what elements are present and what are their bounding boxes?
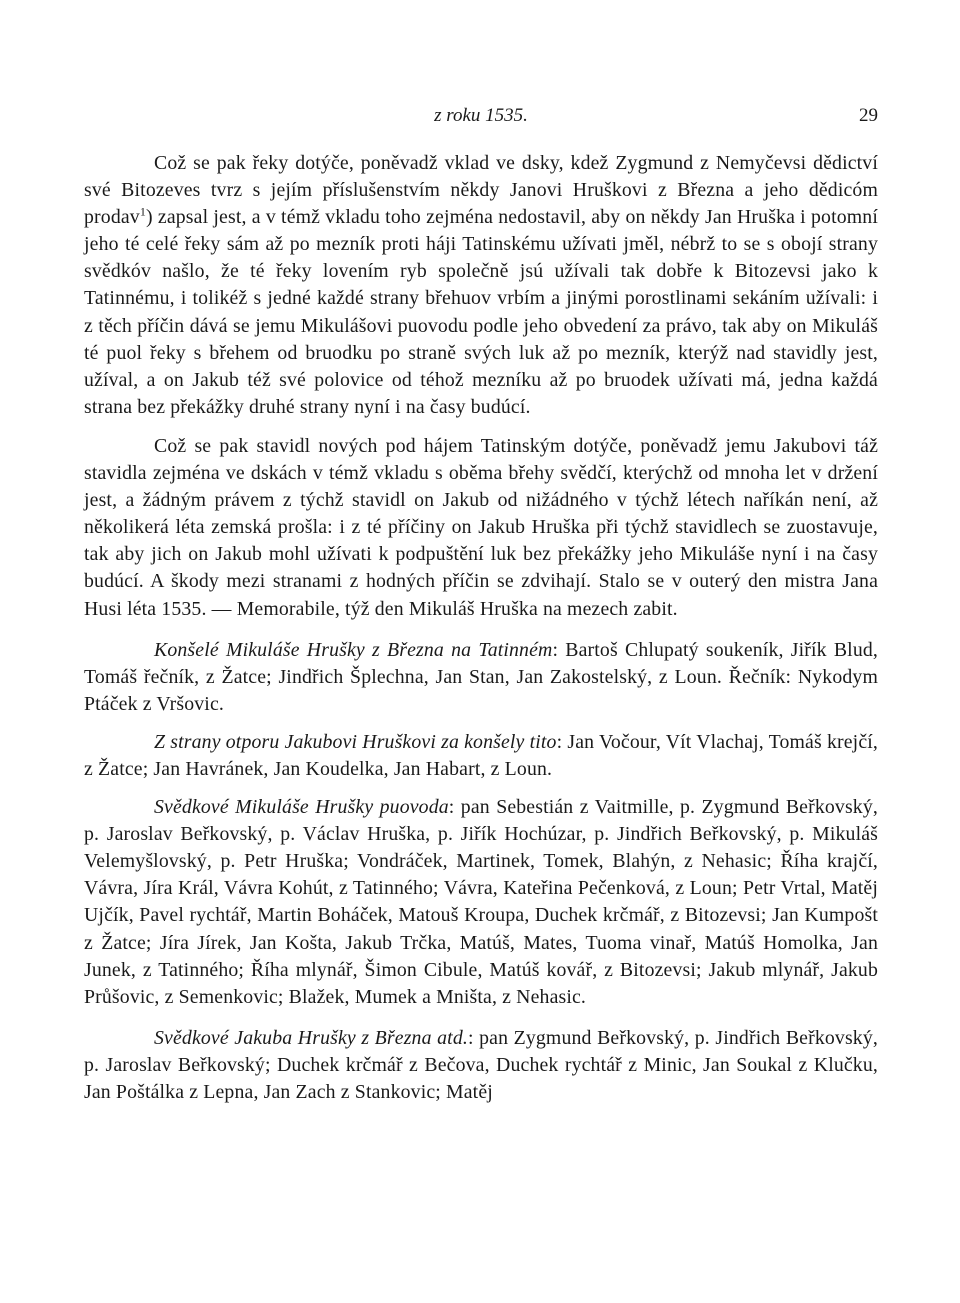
- page-number: 29: [859, 105, 878, 126]
- paragraph-councillors-plaintiff: [84, 637, 878, 718]
- paragraph-text: ) zapsal jest, a v témž vkladu toho zejména nedostavil, aby on někdy Jan Hruška i potomní jeho té celé řeky sám až po mezník proti háji Tatinskému užívati jměl, nébrž to se s obojí strany svědkóv našlo, že té řeky lovením ryb společně jsú užívali tak dobře k Bitozevsi jako k Tatinnému, i tolikéž s jedné každé strany břehuov vrbím a jinými porostlinami sekáním užívali: i z těch příčin dává se jemu Mikulášovi puovodu podle jeho obvedení za právo, tak aby on Mikuláš té puol řeky s břehem od bruodku po straně svých luk až po mezník, kterýž nad stavidly jest, užíval, a on Jakub též své polovice od téhož mezníku až po bruodek užívati má, jedna každá strana bez překážky druhé strany nyní i na časy budúcí.: [84, 206, 878, 418]
- paragraph-weirs: Což se pak stavidl nových pod hájem Tatinským dotýče, poněvadž jemu Jakubovi táž stavidla zejména ve dskách v témž vkladu s oběma břehy svědčí, kterýchž od mnoha let v držení jest, a žádným právem z týchž stavidl on Jakub od nižádného v týchž létech naříkán není, až několikerá léta zemská prošla: i z té příčiny on Jakub Hruška při týchž stavidlech se zuostavuje, tak aby jich on Jakub mohl užívati k podpuštění luk bez překážky jeho Mikuláše nyní i na časy budúcí. A škody mezi stranami z hodných příčin se zdvihají. Stalo se v outerý den mistra Jana Husi léta 1535. — Memorabile, týž den Mikuláš Hruška na mezech zabit.: [84, 434, 878, 620]
- section-heading: Konšelé Mikuláše Hrušky z Března na Tatinném: [154, 638, 553, 661]
- paragraph-river: [84, 150, 878, 421]
- text-body: [84, 150, 878, 1120]
- paragraph-councillors-defendant: [84, 729, 878, 783]
- paragraph-text: Což se pak řeky dotýče, poněvadž vklad ve dsky, kdež Zygmund z Nemyčevsi dědictví své Bitozeves tvrz s jejím příslušenstvím někdy Janovi Hruškovi z Března a jeho dědicóm prodav: [84, 152, 878, 229]
- section-heading: Z strany otporu Jakubovi Hruškovi za konšely tito: [154, 730, 557, 753]
- section-heading: Svědkové Jakuba Hrušky z Března atd.: [154, 1026, 468, 1049]
- paragraph-witnesses-defendant: [84, 1025, 878, 1106]
- paragraph-text: : pan Zygmund Beřkovský, p. Jindřich Beřkovský, p. Jaroslav Beřkovský; Duchek krčmář z Bečova, Duchek rychtář z Minic, Jan Soukal z Klučku, Jan Poštálka z Lepna, Jan Zach z Stankovic; Matěj: [84, 1026, 878, 1103]
- running-head: [84, 102, 878, 130]
- section-heading: Svědkové Mikuláše Hrušky puovoda: [154, 796, 449, 819]
- paragraph-text: : Jan Vočour, Vít Vlachaj, Tomáš krejčí, z Žatce; Jan Havránek, Jan Koudelka, Jan Habart, z Loun.: [84, 730, 878, 780]
- running-title: z roku 1535.: [434, 105, 528, 126]
- paragraph-text: : pan Sebestián z Vaitmille, p. Zygmund Beřkovský, p. Jaroslav Beřkovský, p. Václav Hruška, p. Jiřík Hochúzar, p. Jindřich Beřkovský, p. Mikuláš Velemyšlovský, p. Petr Hruška; Vondráček, Martinek, Tomek, Blahýn, z Nehasic; Říha krajčí, Vávra, Jíra Král, Vávra Kohút, z Tatinného; Vávra, Kateřina Pečenková, z Loun; Petr Vrtal, Matěj Ujčík, Pavel rychtář, Martin Boháček, Matouš Kroupa, Duchek krčmář, z Bitozevsi; Jan Kumpošt z Žatce; Jíra Jírek, Jan Košta, Jakub Trčka, Matúš, Mates, Tuoma vinař, Matúš Homolka, Jan Junek, z Tatinného; Říha mlynář, Šimon Cibule, Matúš kovář, z Bitozevsi; Jakub mlynář, Jakub Průšovic, z Semenkovic; Blažek, Mumek a Mništa, z Nehasic.: [84, 796, 878, 1008]
- footnote-marker: 1: [139, 204, 146, 219]
- paragraph-witnesses-plaintiff: [84, 794, 878, 1011]
- paragraph-text: : Bartoš Chlupatý soukeník, Jiřík Blud, Tomáš řečník, z Žatce; Jindřich Šplechna, Jan Stan, Jan Zakostelský, z Loun. Řečník: Nykodym Ptáček z Vršovic.: [84, 638, 878, 715]
